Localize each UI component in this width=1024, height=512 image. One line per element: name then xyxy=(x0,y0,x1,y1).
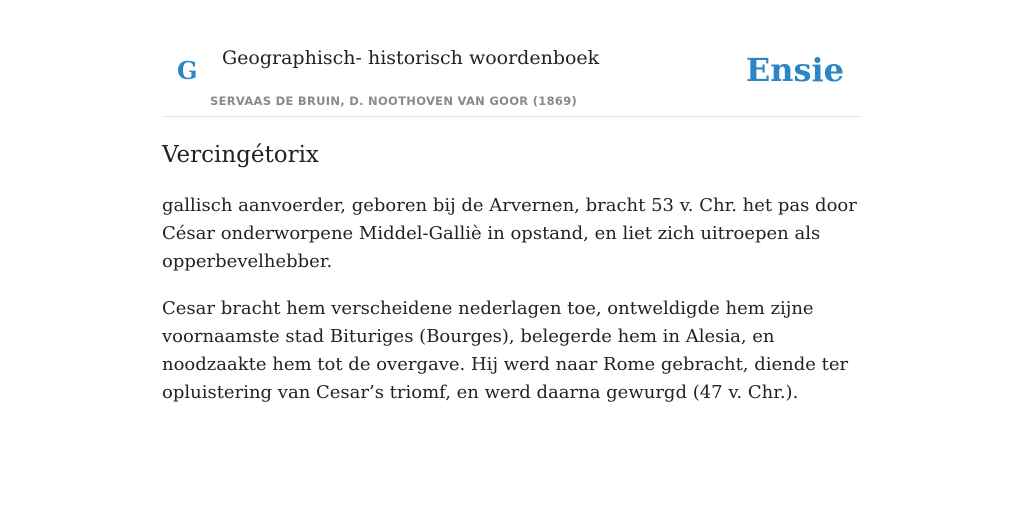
book-logo[interactable]: G xyxy=(177,56,198,85)
entry-body xyxy=(162,192,862,407)
book-authors: SERVAAS DE BRUIN, D. NOOTHOVEN VAN GOOR (1869) xyxy=(210,94,578,108)
ensie-logo[interactable]: Ensie xyxy=(745,51,844,89)
entry-paragraph: gallisch aanvoerder, geboren bij de Arvernen, bracht 53 v. Chr. het pas door César onderworpene Middel-Galliè in opstand, en liet zich uitroepen als opperbevelhebber. xyxy=(162,195,857,272)
entry-paragraph: Cesar bracht hem verscheidene nederlagen toe, ontweldigde hem zijne voornaamste stad Bituriges (Bourges), belegerde hem in Alesia, en noodzaakte hem tot de overgave. Hij werd naar Rome gebracht, diende ter opluistering van Cesar’s triomf, en werd daarna gewurgd (47 v. Chr.). xyxy=(162,298,849,403)
entry-article xyxy=(162,138,862,426)
book-title-link[interactable]: Geographisch- historisch woordenboek xyxy=(222,47,600,69)
dictionary-header xyxy=(162,0,862,117)
entry-title: Vercingétorix xyxy=(162,142,319,168)
